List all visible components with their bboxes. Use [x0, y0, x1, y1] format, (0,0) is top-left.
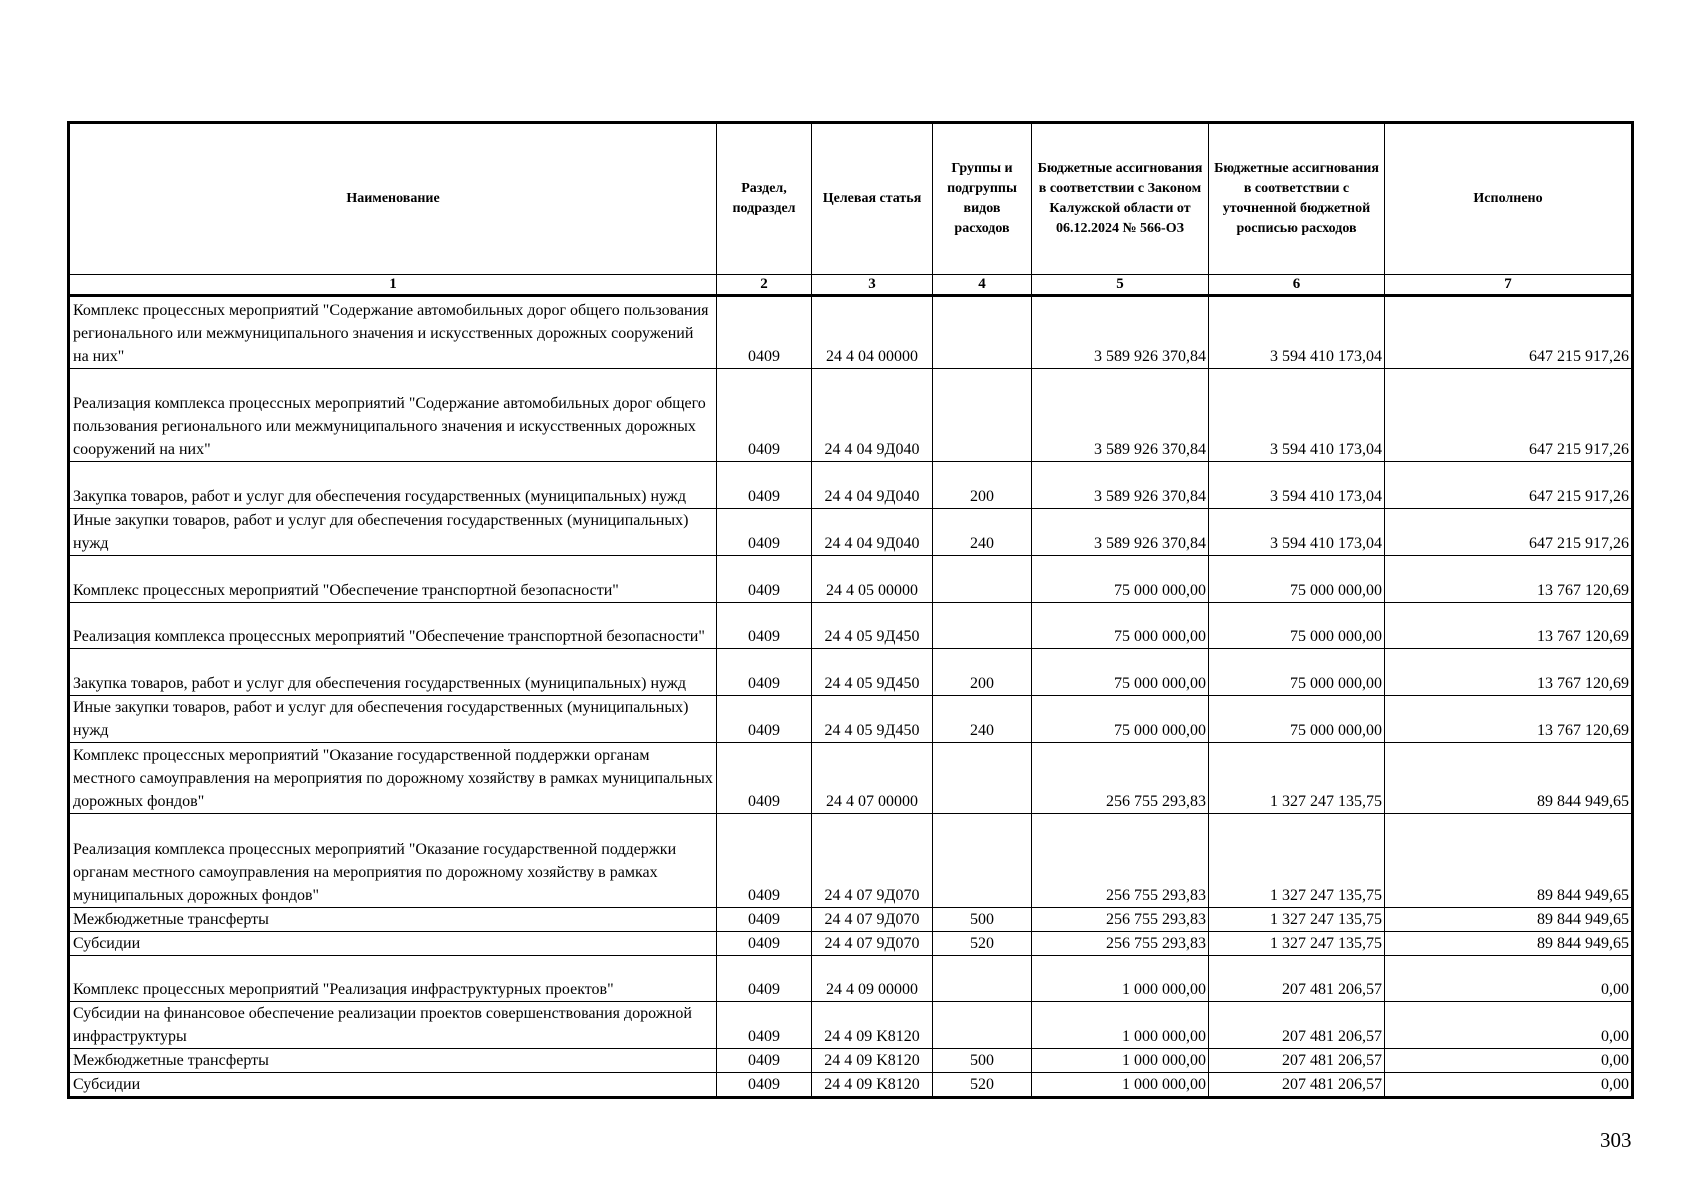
table-row [69, 908, 1633, 932]
column-number: 2 [717, 275, 812, 296]
row-group [933, 296, 1032, 369]
row-executed: 89 844 949,65 [1385, 908, 1633, 932]
row-refined: 75 000 000,00 [1209, 696, 1385, 743]
table-row [69, 462, 1633, 509]
row-target: 24 4 05 00000 [812, 556, 933, 603]
row-group [933, 603, 1032, 649]
header-refined: Бюджетные ассигнования в соответствии с уточненной бюджетной росписью расходов [1209, 123, 1385, 275]
row-name: Субсидии [69, 1073, 717, 1098]
row-target: 24 4 09 K8120 [812, 1049, 933, 1073]
row-executed: 647 215 917,26 [1385, 509, 1633, 556]
row-refined: 207 481 206,57 [1209, 1073, 1385, 1098]
row-name: Реализация комплекса процессных мероприятий "Содержание автомобильных дорог общего пользования регионального или межмуниципального значения и искусственных дорожных сооружений на них" [69, 369, 717, 462]
row-target: 24 4 05 9Д450 [812, 603, 933, 649]
row-target: 24 4 05 9Д450 [812, 649, 933, 696]
row-group: 240 [933, 509, 1032, 556]
row-section: 0409 [717, 956, 812, 1002]
row-target: 24 4 04 9Д040 [812, 462, 933, 509]
table-row [69, 814, 1633, 908]
row-refined: 3 594 410 173,04 [1209, 296, 1385, 369]
row-refined: 75 000 000,00 [1209, 556, 1385, 603]
header-row [69, 123, 1633, 275]
table-row [69, 932, 1633, 956]
row-group: 200 [933, 649, 1032, 696]
row-name: Межбюджетные трансферты [69, 908, 717, 932]
row-group: 500 [933, 908, 1032, 932]
table-row [69, 1002, 1633, 1049]
column-number: 6 [1209, 275, 1385, 296]
row-target: 24 4 05 9Д450 [812, 696, 933, 743]
row-executed: 647 215 917,26 [1385, 296, 1633, 369]
row-executed: 13 767 120,69 [1385, 649, 1633, 696]
row-name: Реализация комплекса процессных мероприятий "Обеспечение транспортной безопасности" [69, 603, 717, 649]
row-law: 1 000 000,00 [1032, 1049, 1209, 1073]
row-refined: 207 481 206,57 [1209, 956, 1385, 1002]
row-executed: 0,00 [1385, 1002, 1633, 1049]
table-row [69, 649, 1633, 696]
row-refined: 1 327 247 135,75 [1209, 932, 1385, 956]
column-numbers-row [69, 275, 1633, 296]
table-row [69, 556, 1633, 603]
row-executed: 0,00 [1385, 1049, 1633, 1073]
row-law: 75 000 000,00 [1032, 696, 1209, 743]
row-target: 24 4 07 9Д070 [812, 932, 933, 956]
row-target: 24 4 07 00000 [812, 743, 933, 814]
row-target: 24 4 09 K8120 [812, 1002, 933, 1049]
row-executed: 89 844 949,65 [1385, 743, 1633, 814]
row-executed: 13 767 120,69 [1385, 603, 1633, 649]
row-executed: 647 215 917,26 [1385, 369, 1633, 462]
row-target: 24 4 07 9Д070 [812, 814, 933, 908]
row-executed: 0,00 [1385, 956, 1633, 1002]
row-name: Иные закупки товаров, работ и услуг для обеспечения государственных (муниципальных) нужд [69, 696, 717, 743]
row-section: 0409 [717, 556, 812, 603]
row-group: 200 [933, 462, 1032, 509]
column-number: 5 [1032, 275, 1209, 296]
header-section: Раздел, подраздел [717, 123, 812, 275]
table-row [69, 509, 1633, 556]
row-executed: 89 844 949,65 [1385, 932, 1633, 956]
row-refined: 207 481 206,57 [1209, 1049, 1385, 1073]
column-number: 7 [1385, 275, 1633, 296]
row-group [933, 556, 1032, 603]
row-refined: 75 000 000,00 [1209, 649, 1385, 696]
row-section: 0409 [717, 743, 812, 814]
row-group: 500 [933, 1049, 1032, 1073]
table-row [69, 1049, 1633, 1073]
row-executed: 13 767 120,69 [1385, 696, 1633, 743]
row-section: 0409 [717, 1049, 812, 1073]
table-row [69, 603, 1633, 649]
row-section: 0409 [717, 509, 812, 556]
row-section: 0409 [717, 1002, 812, 1049]
row-section: 0409 [717, 932, 812, 956]
row-target: 24 4 09 00000 [812, 956, 933, 1002]
row-name: Комплекс процессных мероприятий "Оказание государственной поддержки органам местного самоуправления на мероприятия по дорожному хозяйству в рамках муниципальных дорожных фондов" [69, 743, 717, 814]
header-law: Бюджетные ассигнования в соответствии с Законом Калужской области от 06.12.2024 № 566-ОЗ [1032, 123, 1209, 275]
row-law: 75 000 000,00 [1032, 603, 1209, 649]
row-name: Комплекс процессных мероприятий "Содержание автомобильных дорог общего пользования регионального или межмуниципального значения и искусственных дорожных сооружений на них" [69, 296, 717, 369]
row-section: 0409 [717, 296, 812, 369]
page-number: 303 [1600, 1128, 1632, 1152]
row-target: 24 4 07 9Д070 [812, 908, 933, 932]
row-group: 240 [933, 696, 1032, 743]
table-row [69, 696, 1633, 743]
row-group [933, 1002, 1032, 1049]
row-law: 1 000 000,00 [1032, 1002, 1209, 1049]
row-law: 256 755 293,83 [1032, 814, 1209, 908]
row-name: Межбюджетные трансферты [69, 1049, 717, 1073]
row-law: 256 755 293,83 [1032, 908, 1209, 932]
row-name: Комплекс процессных мероприятий "Реализация инфраструктурных проектов" [69, 956, 717, 1002]
column-number: 1 [69, 275, 717, 296]
row-executed: 13 767 120,69 [1385, 556, 1633, 603]
budget-table [67, 121, 1634, 1099]
row-group: 520 [933, 1073, 1032, 1098]
row-refined: 75 000 000,00 [1209, 603, 1385, 649]
table-row [69, 743, 1633, 814]
table-row [69, 296, 1633, 369]
row-target: 24 4 04 9Д040 [812, 369, 933, 462]
row-law: 256 755 293,83 [1032, 932, 1209, 956]
row-section: 0409 [717, 696, 812, 743]
row-refined: 1 327 247 135,75 [1209, 908, 1385, 932]
row-executed: 89 844 949,65 [1385, 814, 1633, 908]
row-law: 75 000 000,00 [1032, 649, 1209, 696]
header-target: Целевая статья [812, 123, 933, 275]
row-refined: 1 327 247 135,75 [1209, 814, 1385, 908]
table-row [69, 1073, 1633, 1098]
row-law: 3 589 926 370,84 [1032, 369, 1209, 462]
row-group [933, 743, 1032, 814]
column-number: 3 [812, 275, 933, 296]
row-law: 3 589 926 370,84 [1032, 296, 1209, 369]
row-name: Закупка товаров, работ и услуг для обеспечения государственных (муниципальных) нужд [69, 462, 717, 509]
row-group [933, 956, 1032, 1002]
row-refined: 3 594 410 173,04 [1209, 509, 1385, 556]
row-section: 0409 [717, 369, 812, 462]
table-row [69, 369, 1633, 462]
header-executed: Исполнено [1385, 123, 1633, 275]
row-name: Комплекс процессных мероприятий "Обеспечение транспортной безопасности" [69, 556, 717, 603]
row-group [933, 814, 1032, 908]
column-number: 4 [933, 275, 1032, 296]
row-section: 0409 [717, 462, 812, 509]
header-name: Наименование [69, 123, 717, 275]
row-law: 3 589 926 370,84 [1032, 462, 1209, 509]
row-refined: 3 594 410 173,04 [1209, 369, 1385, 462]
row-law: 256 755 293,83 [1032, 743, 1209, 814]
row-target: 24 4 04 00000 [812, 296, 933, 369]
row-refined: 207 481 206,57 [1209, 1002, 1385, 1049]
row-section: 0409 [717, 603, 812, 649]
row-law: 1 000 000,00 [1032, 1073, 1209, 1098]
row-refined: 1 327 247 135,75 [1209, 743, 1385, 814]
row-section: 0409 [717, 1073, 812, 1098]
row-name: Субсидии [69, 932, 717, 956]
row-name: Иные закупки товаров, работ и услуг для обеспечения государственных (муниципальных) нужд [69, 509, 717, 556]
row-target: 24 4 04 9Д040 [812, 509, 933, 556]
row-name: Субсидии на финансовое обеспечение реализации проектов совершенствования дорожной инфраструктуры [69, 1002, 717, 1049]
table-row [69, 956, 1633, 1002]
row-executed: 0,00 [1385, 1073, 1633, 1098]
row-group: 520 [933, 932, 1032, 956]
row-section: 0409 [717, 908, 812, 932]
row-name: Закупка товаров, работ и услуг для обеспечения государственных (муниципальных) нужд [69, 649, 717, 696]
row-law: 75 000 000,00 [1032, 556, 1209, 603]
row-section: 0409 [717, 649, 812, 696]
row-law: 1 000 000,00 [1032, 956, 1209, 1002]
header-group: Группы и подгруппы видов расходов [933, 123, 1032, 275]
row-section: 0409 [717, 814, 812, 908]
row-executed: 647 215 917,26 [1385, 462, 1633, 509]
row-target: 24 4 09 K8120 [812, 1073, 933, 1098]
row-name: Реализация комплекса процессных мероприятий "Оказание государственной поддержки органам местного самоуправления на мероприятия по дорожному хозяйству в рамках муниципальных дорожных фондов" [69, 814, 717, 908]
row-group [933, 369, 1032, 462]
row-refined: 3 594 410 173,04 [1209, 462, 1385, 509]
row-law: 3 589 926 370,84 [1032, 509, 1209, 556]
